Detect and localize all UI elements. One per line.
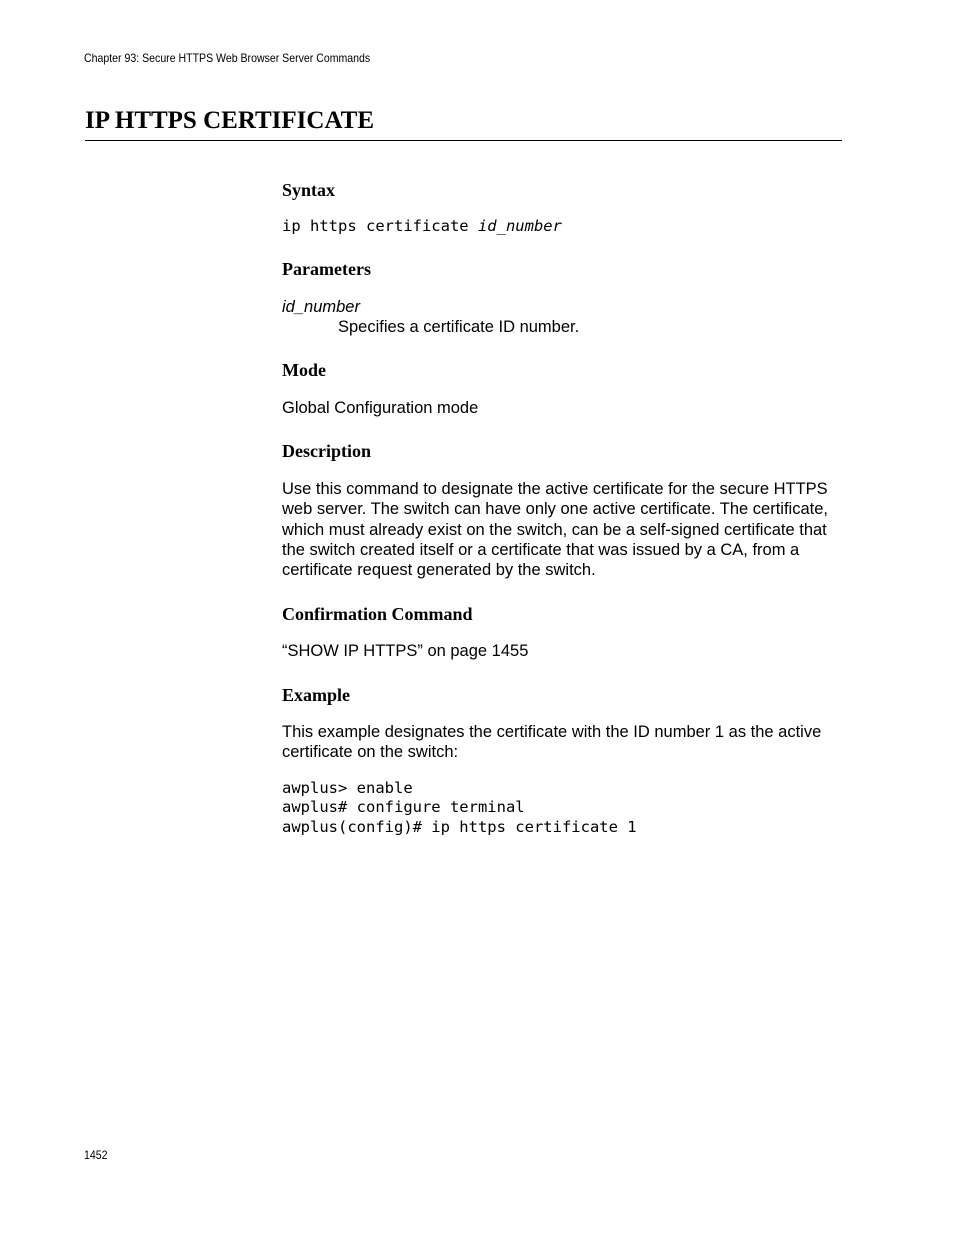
running-header: Chapter 93: Secure HTTPS Web Browser Server Commands [84, 51, 371, 65]
parameter-definition: Specifies a certificate ID number. [338, 318, 580, 336]
parameters-heading: Parameters [282, 259, 371, 279]
mode-heading: Mode [282, 360, 326, 380]
confirmation-link[interactable]: “SHOW IP HTTPS” on page 1455 [282, 642, 529, 660]
syntax-argument: id_number [477, 217, 562, 235]
parameter-term: id_number [282, 298, 360, 316]
confirmation-heading: Confirmation Command [282, 604, 473, 624]
code-line: awplus# configure terminal [282, 798, 525, 817]
example-text: This example designates the certificate with the ID number 1 as the active certificate on the switch: [282, 723, 822, 762]
syntax-command-text: ip https certificate [282, 217, 478, 235]
example-code-block [282, 779, 637, 837]
page-title: IP HTTPS CERTIFICATE [85, 107, 375, 134]
syntax-heading: Syntax [282, 180, 336, 200]
code-line: awplus> enable [282, 779, 413, 797]
page-number: 1452 [84, 1148, 108, 1162]
syntax-command [282, 217, 562, 236]
code-line: awplus(config)# ip https certificate 1 [282, 817, 637, 836]
description-heading: Description [282, 441, 371, 461]
mode-text: Global Configuration mode [282, 399, 479, 417]
title-divider [85, 140, 842, 141]
example-heading: Example [282, 685, 351, 705]
description-text: Use this command to designate the active certificate for the secure HTTPS web server. The switch can have only one active certificate. The certificate, which must already exist on the switch, can be a self-signed certificate that the switch created itself or a certificate that was issued by a CA, from a certificate request generated by the switch. [282, 480, 828, 580]
